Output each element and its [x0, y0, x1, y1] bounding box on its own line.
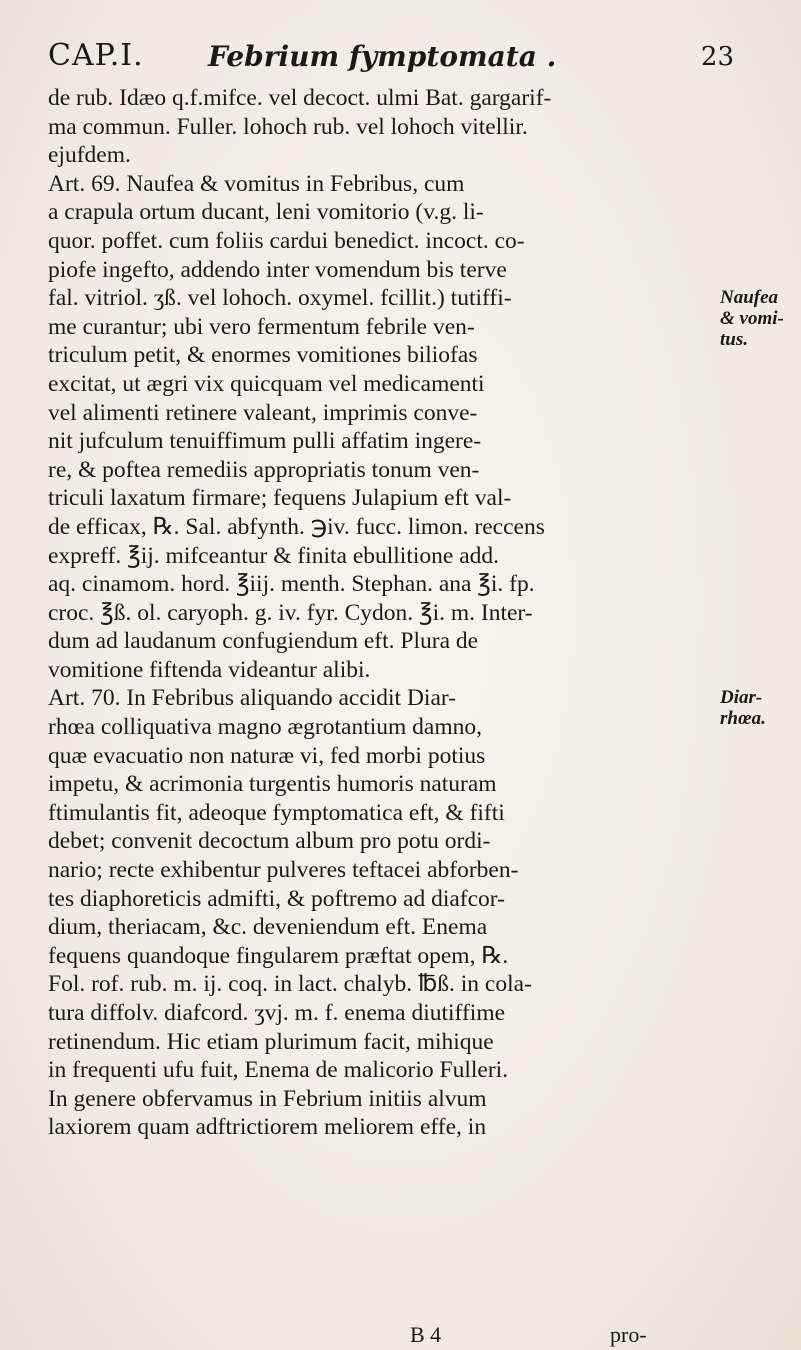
text-line: tes diaphoreticis admifti, & poftremo ad diafcor-	[48, 885, 505, 912]
text-line: Art. 69. Naufea & vomitus in Febribus, cum	[48, 170, 465, 197]
text-line: tura diffolv. diafcord. ʒvj. m. f. enema diutiffime	[48, 1000, 506, 1026]
text-line: aq. cinamom. hord. ℥iij. menth. Stephan. ana ℥i. fp.	[48, 571, 535, 598]
text-line: rhœa colliquativa magno ægrotantium damno,	[48, 714, 483, 741]
text-line: vomitione fiftenda videantur alibi.	[48, 656, 371, 683]
text-line: excitat, ut ægri vix quicquam vel medicamenti	[48, 370, 485, 397]
text-line: In genere obfervamus in Febrium initiis alvum	[48, 1085, 487, 1112]
chapter-label: CAP.I.	[48, 38, 144, 73]
text-line: ejufdem.	[48, 142, 131, 169]
text-line: de rub. Idæo q.f.mifce. vel decoct. ulmi Bat. gargarif-	[48, 85, 552, 111]
running-header	[48, 38, 748, 78]
text-line: dum ad laudanum confugiendum eft. Plura de	[48, 628, 479, 655]
page-footer	[0, 1322, 801, 1350]
text-line: re, & poftea remediis appropriatis tonum ven-	[48, 456, 480, 483]
text-line: piofe ingefto, addendo inter vomendum bis terve	[48, 256, 507, 283]
margin-note-line: rhœa.	[720, 708, 766, 729]
text-line: expreff. ℥ij. mifceantur & finita ebullitione add.	[48, 542, 500, 569]
text-line: vel alimenti retinere valeant, imprimis conve-	[48, 399, 478, 426]
margin-note-line: Diar-	[720, 687, 763, 708]
text-line: nario; recte exhibentur pulveres teftacei abforben-	[48, 857, 519, 884]
main-text-block	[48, 84, 688, 1142]
text-line: in frequenti ufu fuit, Enema de malicorio Fulleri.	[48, 1057, 509, 1084]
page-number: 23	[700, 42, 734, 72]
margin-note-diarrhoea	[720, 687, 800, 729]
text-line: laxiorem quam adftrictiorem meliorem effe, in	[48, 1114, 487, 1141]
text-line: retinendum. Hic etiam plurimum facit, mihique	[48, 1028, 494, 1055]
text-line: Art. 70. In Febribus aliquando accidit Diar-	[48, 685, 457, 712]
text-line: de efficax, ℞. Sal. abfynth. ℈iv. fucc. limon. reccens	[48, 513, 545, 540]
margin-note-line: & vomi-	[720, 308, 784, 329]
margin-note-line: Naufea	[720, 287, 779, 308]
text-line: quor. poffet. cum foliis cardui benedict. incoct. co-	[48, 227, 525, 254]
text-line: quæ evacuatio non naturæ vi, fed morbi potius	[48, 742, 486, 769]
text-line: a crapula ortum ducant, leni vomitorio (v.g. li-	[48, 199, 484, 226]
margin-note-naufea	[720, 287, 800, 350]
text-line: ma commun. Fuller. lohoch rub. vel lohoch vitellir.	[48, 113, 528, 140]
text-line: croc. ℥ß. ol. caryoph. g. iv. fyr. Cydon. ℥i. m. Inter-	[48, 599, 533, 626]
text-line: nit jufculum tenuiffimum pulli affatim ingere-	[48, 428, 482, 455]
text-line: fal. vitriol. ʒß. vel lohoch. oxymel. fcillit.) tutiffi-	[48, 285, 512, 312]
text-line: dium, theriacam, &c. deveniendum eft. Enema	[48, 914, 488, 941]
text-line: ftimulantis fit, adeoque fymptomatica eft, & fifti	[48, 799, 505, 826]
margin-note-line: tus.	[720, 329, 748, 350]
running-title: Febrium fymptomata .	[208, 40, 557, 73]
catchword: pro-	[610, 1322, 647, 1347]
text-line: me curantur; ubi vero fermentum febrile ven-	[48, 313, 475, 340]
signature-mark: B 4	[410, 1322, 442, 1347]
text-line: impetu, & acrimonia turgentis humoris naturam	[48, 771, 497, 798]
text-line: triculi laxatum firmare; fequens Julapium eft val-	[48, 485, 512, 512]
text-line: debet; convenit decoctum album pro potu ordi-	[48, 828, 491, 855]
text-line: triculum petit, & enormes vomitiones biliofas	[48, 342, 478, 369]
text-line: Fol. rof. rub. m. ij. coq. in lact. chalyb. ℔ß. in cola-	[48, 971, 532, 998]
text-line: fequens quandoque fingularem præftat opem, ℞.	[48, 942, 509, 969]
